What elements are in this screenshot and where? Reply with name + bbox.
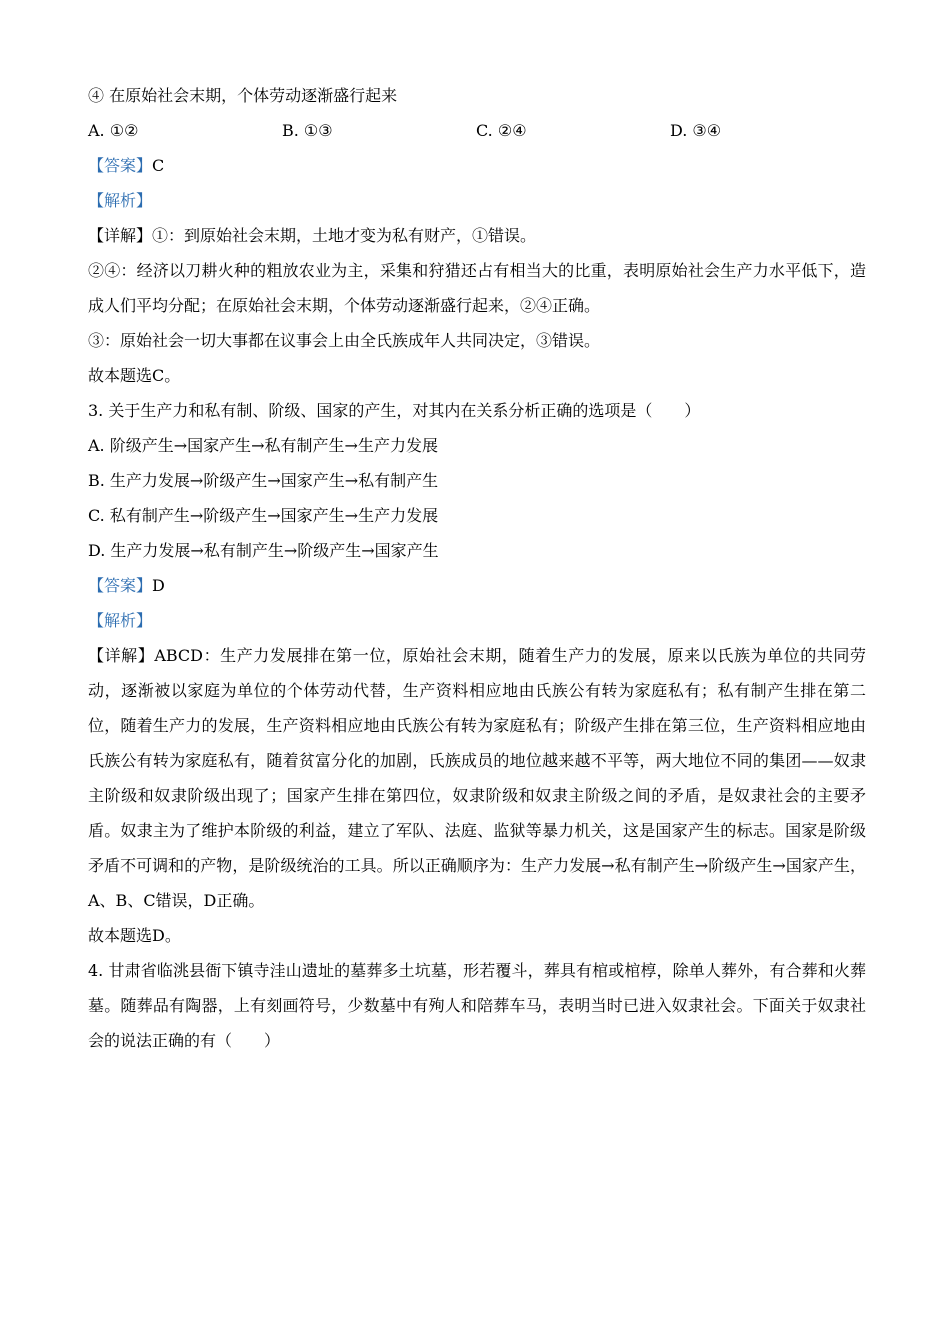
detail-text: ABCD：生产力发展排在第一位，原始社会末期，随着生产力的发展，原来以氏族为单位的共同劳动，逐渐被以家庭为单位的个体劳动代替，生产资料相应地由氏族公有转为家庭私有；私有制产生排在第二位，随着生产力的发展，生产资料相应地由氏族公有转为家庭私有；阶级产生排在第三位，生产资料相应地由氏族公有转为家庭私有，随着贫富分化的加剧，氏族成员的地位越来越不平等，两大地位不同的集团——奴隶主阶级和奴隶阶级出现了；国家产生排在第四位，奴隶阶级和奴隶主阶级之间的矛盾，是奴隶社会的主要矛盾。奴隶主为了维护本阶级的利益，建立了军队、法庭、监狱等暴力机关，这是国家产生的标志。国家是阶级矛盾不可调和的产物，是阶级统治的工具。所以正确顺序为：生产力发展→私有制产生→阶级产生→国家产生，A、B、C错误，D正确。 <box>88 646 866 910</box>
q4-stem: 4. 甘肃省临洮县衙下镇寺洼山遗址的墓葬多土坑墓，形若覆斗，葬具有棺或棺椁，除单人葬外，有合葬和火葬墓。随葬品有陶器，上有刻画符号，少数墓中有殉人和陪葬车马，表明当时已进入奴隶社会。下面关于奴隶社会的说法正确的有（ ） <box>88 961 866 1050</box>
document-page <box>88 78 866 1058</box>
q2-option-a: A. ①② <box>88 121 139 140</box>
q3-detail <box>88 638 866 918</box>
answer-tag: 【答案】 <box>88 156 153 175</box>
answer-tag: 【答案】 <box>88 576 153 595</box>
q2-detail-2: ②④：经济以刀耕火种的粗放农业为主，采集和狩猎还占有相当大的比重，表明原始社会生产力水平低下，造成人们平均分配；在原始社会末期，个体劳动逐渐盛行起来，②④正确。 <box>88 261 866 315</box>
q2-item-4: ④ 在原始社会末期，个体劳动逐渐盛行起来 <box>88 86 398 105</box>
q3-stem: 3. 关于生产力和私有制、阶级、国家的产生，对其内在关系分析正确的选项是（ ） <box>88 401 701 420</box>
q2-detail-3: ③：原始社会一切大事都在议事会上由全氏族成年人共同决定，③错误。 <box>88 331 601 350</box>
analysis-tag: 【解析】 <box>88 611 153 630</box>
detail-tag: 【详解】 <box>88 646 155 665</box>
q3-option-c: C. 私有制产生→阶级产生→国家产生→生产力发展 <box>88 506 439 525</box>
q3-conclusion: 故本题选D。 <box>88 926 181 945</box>
q2-option-d: D. ③④ <box>670 121 722 140</box>
detail-text: ①：到原始社会末期，土地才变为私有财产，①错误。 <box>152 226 537 245</box>
q2-detail-1 <box>88 218 866 253</box>
q3-answer <box>88 568 866 603</box>
q3-option-b: B. 生产力发展→阶级产生→国家产生→私有制产生 <box>88 471 439 490</box>
q2-option-b: B. ①③ <box>282 121 333 140</box>
q2-conclusion: 故本题选C。 <box>88 366 181 385</box>
q2-analysis <box>88 183 866 218</box>
q2-options <box>88 113 866 148</box>
q3-option-d: D. 生产力发展→私有制产生→阶级产生→国家产生 <box>88 541 439 560</box>
q3-analysis <box>88 603 866 638</box>
analysis-tag: 【解析】 <box>88 191 153 210</box>
answer-value: D <box>152 576 165 595</box>
q2-option-c: C. ②④ <box>476 121 527 140</box>
detail-tag: 【详解】 <box>88 226 153 245</box>
q3-option-a: A. 阶级产生→国家产生→私有制产生→生产力发展 <box>88 436 438 455</box>
answer-value: C <box>152 156 165 175</box>
q2-answer <box>88 148 866 183</box>
